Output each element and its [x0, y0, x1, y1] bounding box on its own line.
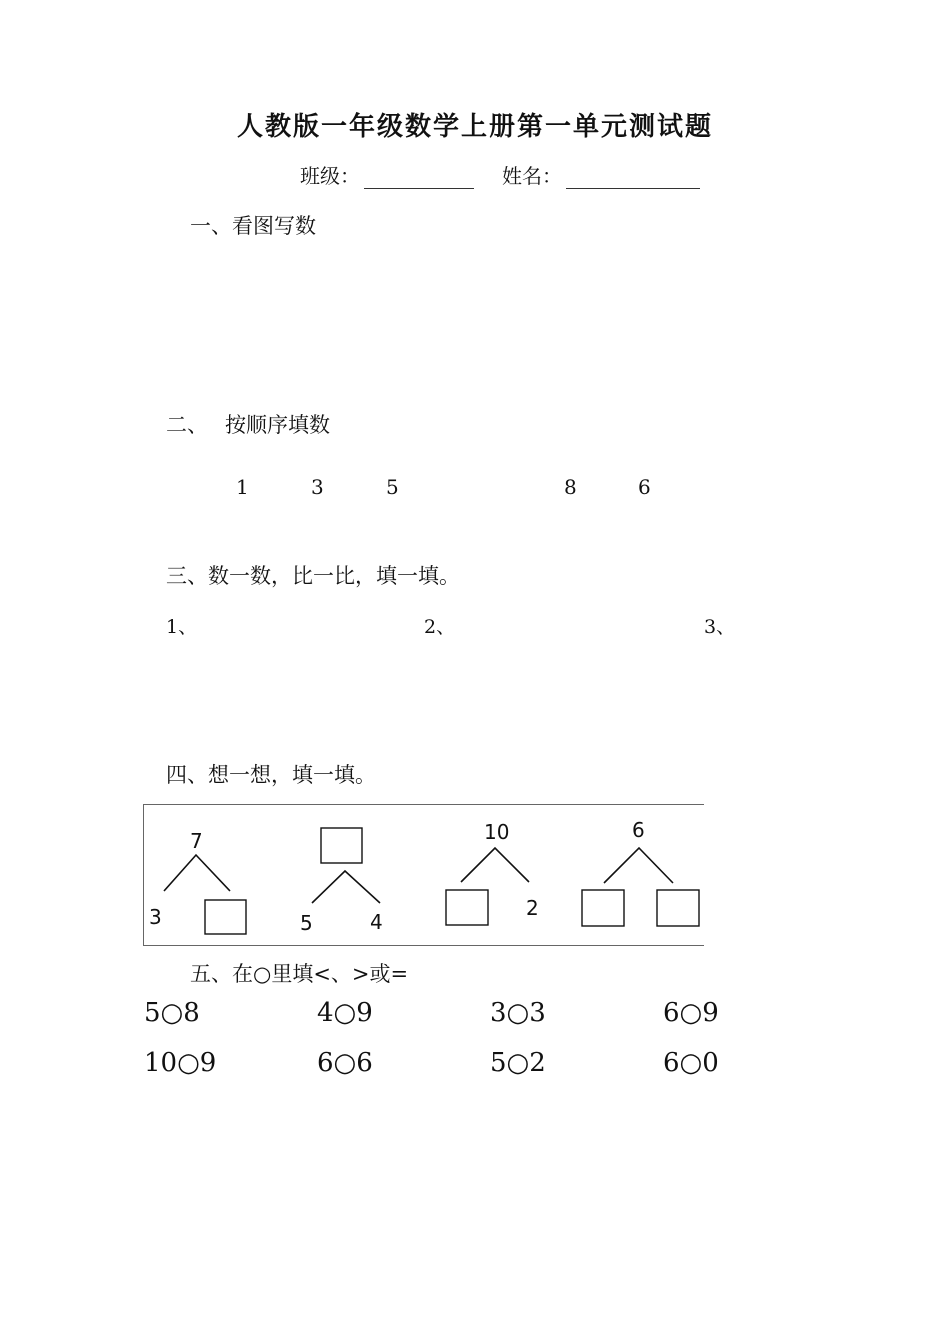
comparison-item[interactable]: 10○9 [144, 1048, 217, 1078]
comparison-item[interactable]: 6○9 [663, 998, 719, 1028]
sequence-number: 5 [386, 475, 399, 499]
name-blank[interactable] [566, 166, 700, 189]
bond-3-top: 10 [484, 820, 510, 844]
comparison-item[interactable]: 4○9 [317, 998, 373, 1028]
bond-4-top: 6 [632, 818, 645, 842]
sequence-number: 1 [236, 475, 249, 499]
comparison-item[interactable]: 5○8 [144, 998, 200, 1028]
bond-2-right: 4 [370, 910, 383, 934]
compare-item-1: 1、 [166, 616, 198, 638]
class-label: 班级： [300, 164, 360, 188]
class-field[interactable] [300, 160, 474, 189]
section-3-heading: 三、数一数，比一比，填一填。 [166, 564, 460, 588]
bond-3-branches [461, 848, 529, 882]
bond-4-left-box[interactable] [582, 890, 624, 926]
section-2-number: 二、 [166, 413, 208, 437]
section-4-heading: 四、想一想，填一填。 [166, 763, 376, 787]
bond-1-branches [164, 855, 230, 891]
name-label: 姓名： [502, 164, 562, 188]
sequence-number: 6 [638, 475, 651, 499]
comparison-item[interactable]: 6○0 [663, 1048, 719, 1078]
comparison-item[interactable]: 6○6 [317, 1048, 373, 1078]
number-bonds-panel [143, 804, 704, 946]
bond-2-left: 5 [300, 911, 313, 935]
bond-1-right-box[interactable] [205, 900, 246, 934]
bond-1-left: 3 [149, 905, 162, 929]
number-bonds-figure [144, 805, 705, 947]
compare-item-2: 2、 [424, 616, 456, 638]
bond-3-left-box[interactable] [446, 890, 488, 925]
sequence-number: 3 [311, 475, 324, 499]
bond-3-right: 2 [526, 896, 539, 920]
compare-item-3: 3、 [704, 616, 736, 638]
page-title: 人教版一年级数学上册第一单元测试题 [236, 112, 713, 142]
comparison-item[interactable]: 5○2 [490, 1048, 546, 1078]
section-2-heading: 按顺序填数 [225, 413, 330, 437]
bond-1-top: 7 [190, 829, 203, 853]
comparison-item[interactable]: 3○3 [490, 998, 546, 1028]
section-1-heading: 一、看图写数 [190, 214, 316, 238]
bond-2-branches [312, 871, 380, 903]
class-blank[interactable] [364, 166, 474, 189]
section-5-heading: 五、在○里填<、>或= [190, 962, 409, 986]
name-field[interactable] [502, 160, 700, 189]
sequence-number: 8 [564, 475, 577, 499]
bond-4-branches [604, 848, 673, 883]
bond-4-right-box[interactable] [657, 890, 699, 926]
bond-2-top-box[interactable] [321, 828, 362, 863]
